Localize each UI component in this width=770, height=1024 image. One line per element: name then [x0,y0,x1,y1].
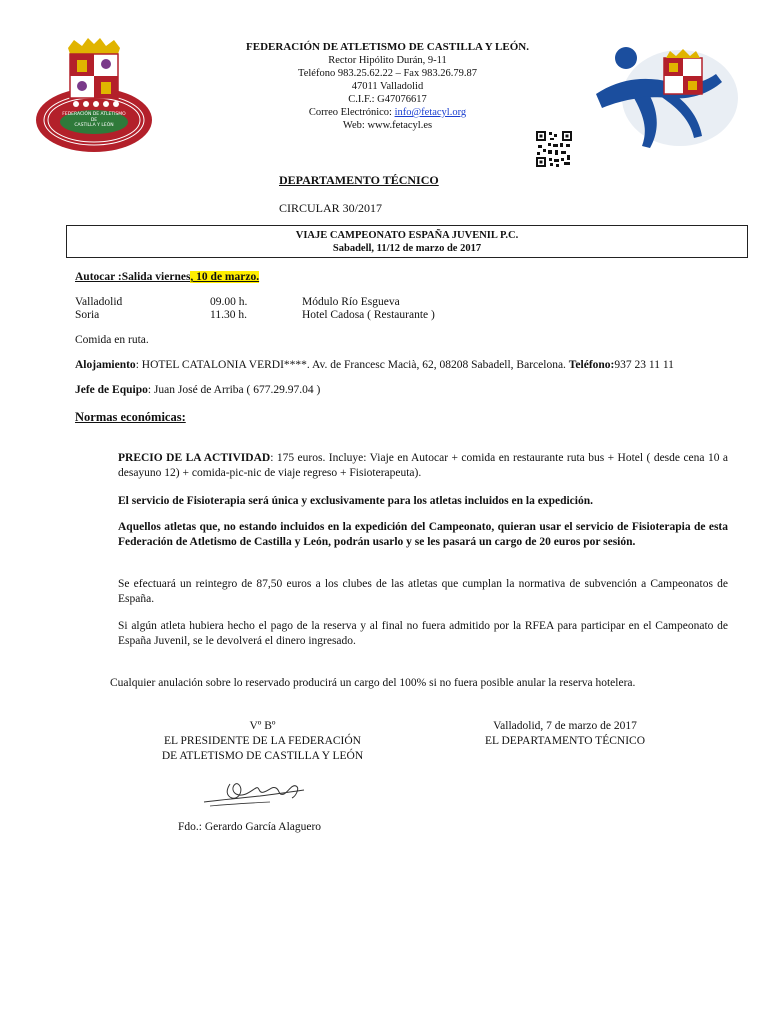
qr-code[interactable] [536,131,572,167]
lodging-line [75,358,755,373]
bus-stop-valladolid-time: 09.00 h. [210,296,248,308]
team-leader-label: Jefe de Equipo [75,384,148,396]
federation-crest-logo [30,38,158,156]
federation-address: Rector Hipólito Durán, 9-11 [328,55,447,66]
lodging-phone-label: Teléfono: [568,359,615,371]
meal-note: Comida en ruta. [75,334,149,346]
logo-ring-text-bottom: CASTILLA Y LEÓN [74,123,114,128]
circular-number: CIRCULAR 30/2017 [279,201,383,215]
signature-left-line1: Vº Bº [249,720,276,732]
rules-heading: Normas económicas: [75,410,186,424]
signed-by: Fdo.: Gerardo García Alaguero [178,821,322,833]
price-text: : 175 euros. Incluye: Viaje en Autocar + comida en restaurante ruta bus + Hotel ( desde cena 10 a desayuno 12) + comida-pic-nic de viaje regreso + Fisioterapeuta). [118,452,729,479]
signature-right-line2: EL DEPARTAMENTO TÉCNICO [484,735,646,747]
signature-left-line2: EL PRESIDENTE DE LA FEDERACIÓN [164,735,361,747]
physio-note: El servicio de Fisioterapia será única y exclusivamente para los atletas incluidos en la expedición. [118,495,593,507]
event-place-date: Sabadell, 11/12 de marzo de 2017 [332,243,482,254]
lodging-phone: 937 23 11 11 [614,359,674,371]
logo-ring-text-top: FEDERACIÓN DE ATLETISMO [62,112,126,117]
team-leader-line [75,383,320,398]
price-paragraph [118,451,728,481]
bus-departure [75,270,259,285]
bus-stop-soria-place: Hotel Cadosa ( Restaurante ) [302,309,435,321]
runner-logo [590,38,740,150]
federation-name: FEDERACIÓN DE ATLETISMO DE CASTILLA Y LEÓN. [246,41,529,53]
department-heading: DEPARTAMENTO TÉCNICO [279,173,439,187]
email-link[interactable]: info@fetacyl.org [394,107,467,118]
bus-date: , 10 de marzo. [190,271,260,283]
federation-cif: C.I.F.: G47076617 [348,94,427,105]
handwritten-signature [200,776,310,810]
price-label: PRECIO DE LA ACTIVIDAD [118,452,271,464]
email-label: Correo Electrónico: [308,107,395,118]
logo-ring-text [50,112,138,129]
cancellation-note: Cualquier anulación sobre lo reservado producirá un cargo del 100% si no fuera posible anular la reserva hotelera. [110,677,636,689]
federation-web: Web: www.fetacyl.es [342,120,433,131]
bus-stop-soria-city: Soria [75,309,100,321]
signature-left-block [120,719,405,764]
refund-note: Se efectuará un reintegro de 87,50 euros a los clubes de las atletas que cumplan la normativa de subvención a Campeonatos de España. [118,578,728,605]
event-title: VIAJE CAMPEONATO ESPAÑA JUVENIL P.C. [295,230,519,241]
bus-stop-valladolid-place: Módulo Río Esgueva [302,296,400,308]
lodging-text: : HOTEL CATALONIA VERDI****. Av. de Francesc Macià, 62, 08208 Sabadell, Barcelona. [135,359,569,371]
federation-email-line [190,106,585,119]
signature-right-block [460,719,670,749]
physio-others-note: Aquellos atletas que, no estando incluidos en la expedición del Campeonato, quieran usar el servicio de Fisioterapia de esta Federación de Atletismo de Castilla y León, podrán usarlo y se les pasará un cargo de 20 euros por sesión. [118,521,728,548]
bus-label: Autocar :Salida viernes [75,271,191,283]
lodging-label: Alojamiento [75,359,136,371]
signature-left-line3: DE ATLETISMO DE CASTILLA Y LEÓN [161,750,364,762]
event-box [66,225,748,258]
rfea-note: Si algún atleta hubiera hecho el pago de la reserva y al final no fuera admitido por la RFEA para participar en el Campeonato de España Juvenil, se le devolverá el dinero ingresado. [118,620,728,647]
team-leader-text: : Juan José de Arriba ( 677.29.97.04 ) [147,384,321,396]
federation-phone: Teléfono 983.25.62.22 – Fax 983.26.79.87 [298,68,477,79]
bus-stop-valladolid-city: Valladolid [75,296,123,308]
letterhead [190,41,585,132]
signature-right-line1: Valladolid, 7 de marzo de 2017 [493,720,637,732]
bus-stop-soria-time: 11.30 h. [210,309,247,321]
logo-ring-text-mid: DE [90,117,98,123]
federation-city: 47011 Valladolid [351,81,424,92]
